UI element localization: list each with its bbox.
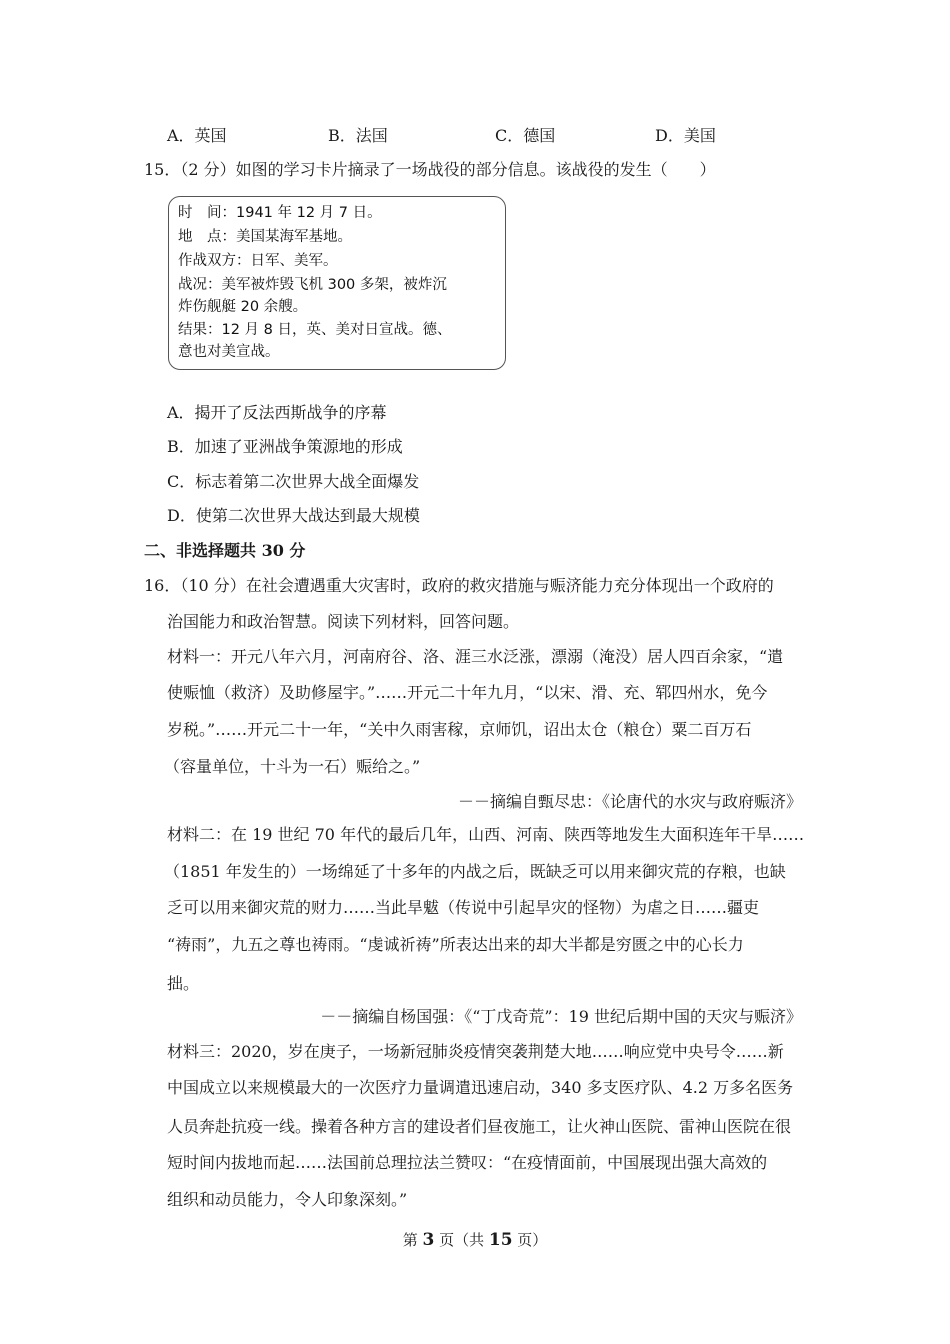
material-1-line: 使赈恤（救济）及助修屋宇。”……开元二十年九月，“以宋、滑、充、郓四州水，免今 bbox=[167, 683, 768, 702]
material-3-line: 材料三：2020，岁在庚子，一场新冠肺炎疫情突袭荆楚大地……响应党中央号令……新 bbox=[167, 1042, 784, 1061]
material-2-line: 材料二：在 19 世纪 70 年代的最后几年，山西、河南、陕西等地发生大面积连年干旱…… bbox=[167, 825, 805, 844]
card-line: 意也对美宣战。 bbox=[178, 344, 280, 360]
footer-middle: 页（共 bbox=[434, 1231, 489, 1249]
q14-option-d: D．美国 bbox=[655, 126, 716, 145]
material-1-source: －－摘编自甄尽忠：《论唐代的水灾与政府赈济》 bbox=[457, 792, 802, 811]
footer-prefix: 第 bbox=[402, 1231, 423, 1249]
q16-stem: 16．（10 分）在社会遭遇重大灾害时，政府的救灾措施与赈济能力充分体现出一个政府的 bbox=[144, 576, 774, 595]
card-line: 战况：美军被炸毁飞机 300 多架，被炸沉 bbox=[178, 277, 447, 293]
card-line: 炸伤舰艇 20 余艘。 bbox=[178, 299, 308, 315]
q15-stem: 15．（2 分）如图的学习卡片摘录了一场战役的部分信息。该战役的发生（ ） bbox=[144, 160, 716, 179]
material-2-line: （1851 年发生的）一场绵延了十多年的内战之后，既缺乏可以用来御灾荒的存粮，也缺 bbox=[164, 862, 786, 881]
card-line: 地 点：美国某海军基地。 bbox=[178, 229, 352, 245]
material-2-source: －－摘编自杨国强：《“丁戊奇荒”：19 世纪后期中国的天灾与赈济》 bbox=[320, 1007, 802, 1026]
card-line: 时 间：1941 年 12 月 7 日。 bbox=[178, 205, 382, 221]
material-1-line: 材料一：开元八年六月，河南府谷、洛、涯三水泛涨，漂溺（淹没）居人四百余家，“遣 bbox=[167, 647, 784, 666]
material-2-line: 乏可以用来御灾荒的财力……当此旱魃（传说中引起旱灾的怪物）为虐之日……疆吏 bbox=[167, 898, 760, 917]
total-pages: 15 bbox=[488, 1230, 513, 1250]
q14-option-b: B．法国 bbox=[328, 126, 388, 145]
material-1-line: （容量单位，十斗为一石）赈给之。” bbox=[164, 757, 421, 776]
q15-option-c: C．标志着第二次世界大战全面爆发 bbox=[167, 472, 420, 491]
footer-suffix: 页） bbox=[512, 1231, 548, 1249]
q15-option-b: B．加速了亚洲战争策源地的形成 bbox=[167, 437, 403, 456]
card-line: 作战双方：日军、美军。 bbox=[178, 253, 338, 269]
q14-option-a: A．英国 bbox=[167, 126, 227, 145]
section-heading: 二、非选择题共 30 分 bbox=[144, 541, 306, 560]
q16-stem-cont: 治国能力和政治智慧。阅读下列材料，回答问题。 bbox=[167, 612, 520, 631]
study-card bbox=[168, 196, 506, 370]
material-3-line: 短时间内拔地而起……法国前总理拉法兰赞叹：“在疫情面前，中国展现出强大高效的 bbox=[167, 1153, 768, 1172]
page-number: 3 bbox=[422, 1230, 435, 1250]
material-3-line: 人员奔赴抗疫一线。操着各种方言的建设者们昼夜施工，让火神山医院、雷神山医院在很 bbox=[167, 1117, 792, 1136]
q14-option-c: C．德国 bbox=[495, 126, 556, 145]
q15-option-d: D．使第二次世界大战达到最大规模 bbox=[167, 506, 420, 525]
page-footer bbox=[0, 1230, 950, 1250]
material-2-line: “祷雨”，九五之尊也祷雨。“虔诚祈祷”所表达出来的却大半都是穷匮之中的心长力 bbox=[167, 935, 744, 954]
material-3-line: 中国成立以来规模最大的一次医疗力量调遣迅速启动，340 多支医疗队、4.2 万多名医务 bbox=[167, 1078, 794, 1097]
q15-option-a: A．揭开了反法西斯战争的序幕 bbox=[167, 403, 387, 422]
material-3-line: 组织和动员能力，令人印象深刻。” bbox=[167, 1190, 408, 1209]
card-line: 结果：12 月 8 日，英、美对日宣战。德、 bbox=[178, 322, 452, 338]
material-2-line: 拙。 bbox=[167, 974, 200, 993]
material-1-line: 岁税。”……开元二十一年，“关中久雨害稼，京师饥，诏出太仓（粮仓）粟二百万石 bbox=[167, 720, 752, 739]
